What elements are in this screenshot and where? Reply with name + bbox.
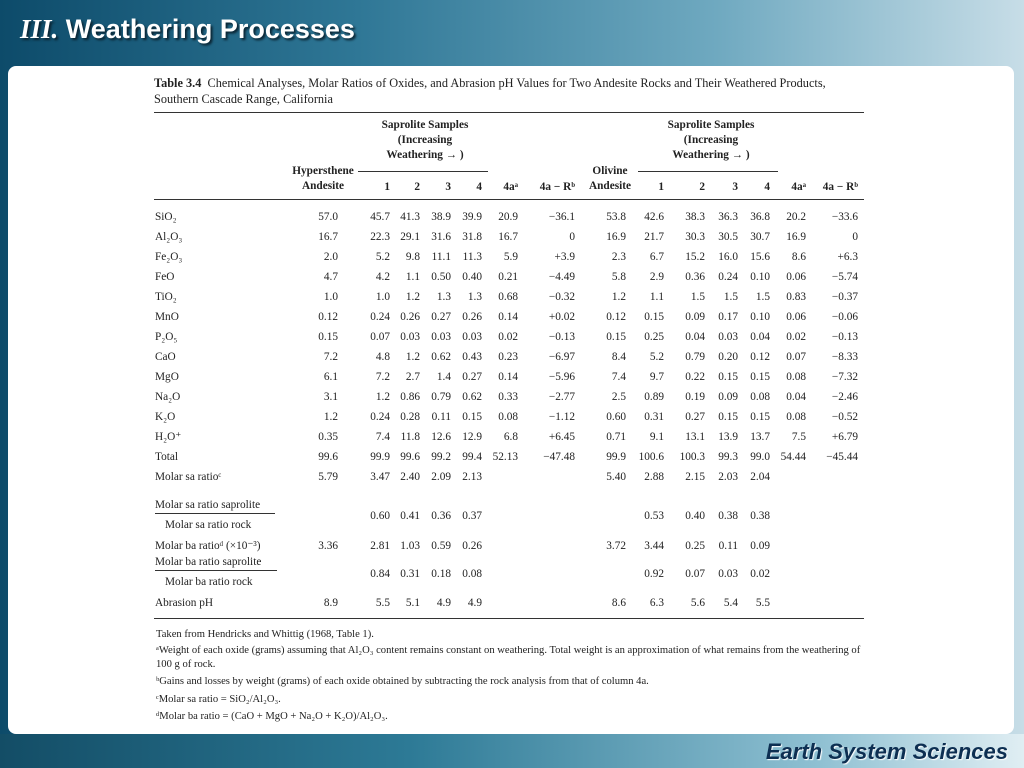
table-cell: 0.15 bbox=[318, 331, 338, 343]
table-cell: 99.6 bbox=[318, 451, 338, 463]
header-line: Andesite bbox=[588, 180, 632, 192]
table-cell: 0.60 bbox=[370, 510, 390, 522]
column-header: 4aᵃ bbox=[791, 181, 806, 193]
table-cell: 99.0 bbox=[750, 451, 770, 463]
table-cell: 5.5 bbox=[375, 597, 390, 609]
table-cell: 99.9 bbox=[606, 451, 626, 463]
row-label: H₂O⁺ bbox=[155, 431, 182, 443]
column-header: 4aᵃ bbox=[503, 181, 518, 193]
table-cell: 0.08 bbox=[750, 391, 770, 403]
table-cell: 0.03 bbox=[718, 568, 738, 580]
header-rule bbox=[154, 199, 864, 200]
row-label: FeO bbox=[155, 271, 175, 283]
table-cell: 0.03 bbox=[431, 331, 451, 343]
table-cell: 2.03 bbox=[718, 471, 738, 483]
table-cell: 0.15 bbox=[606, 331, 626, 343]
table-cell: 0.22 bbox=[685, 371, 705, 383]
table-cell: 100.3 bbox=[679, 451, 705, 463]
table-cell: 5.4 bbox=[723, 597, 738, 609]
table-cell: +6.3 bbox=[837, 251, 858, 263]
table-cell: 3.1 bbox=[323, 391, 338, 403]
column-header: 1 bbox=[658, 181, 664, 193]
table-cell: 2.13 bbox=[462, 471, 482, 483]
header-line: Weathering → ) bbox=[386, 149, 464, 161]
row-label: SiO₂ bbox=[155, 211, 177, 223]
table-cell: 1.03 bbox=[400, 540, 420, 552]
row-label: Fe₂O₃ bbox=[155, 251, 183, 263]
header-line: Hypersthene bbox=[292, 165, 354, 177]
row-label: Al₂O₃ bbox=[155, 231, 183, 243]
table-cell: 20.2 bbox=[786, 211, 806, 223]
table-cell: 0.09 bbox=[685, 311, 705, 323]
table-cell: 0.04 bbox=[786, 391, 806, 403]
table-cell: 2.40 bbox=[400, 471, 420, 483]
table-cell: 0.06 bbox=[786, 311, 806, 323]
table-cell: 0.59 bbox=[431, 540, 451, 552]
table-cell: 31.8 bbox=[462, 231, 482, 243]
footnote-c: ᶜMolar sa ratio = SiO₂/Al₂O₃. bbox=[156, 694, 281, 705]
table-cell: 0.53 bbox=[644, 510, 664, 522]
table-cell: 4.9 bbox=[436, 597, 451, 609]
table-cell: 1.5 bbox=[723, 291, 738, 303]
table-cell: −0.06 bbox=[831, 311, 858, 323]
table-cell: 0.14 bbox=[498, 371, 518, 383]
bottom-rule bbox=[154, 618, 864, 619]
table-cell: 0.50 bbox=[431, 271, 451, 283]
table-cell: 0.26 bbox=[462, 540, 482, 552]
table-cell: 0.17 bbox=[718, 311, 738, 323]
row-label: Molar sa ratioᶜ bbox=[155, 471, 222, 483]
table-cell: 0 bbox=[569, 231, 575, 243]
table-cell: 0.20 bbox=[718, 351, 738, 363]
table-cell: 0.15 bbox=[718, 411, 738, 423]
table-cell: 0.60 bbox=[606, 411, 626, 423]
table-cell: 9.7 bbox=[649, 371, 664, 383]
slide-number: III. bbox=[20, 14, 59, 44]
table-cell: 0.04 bbox=[685, 331, 705, 343]
table-cell: 5.5 bbox=[755, 597, 770, 609]
table-cell: 6.1 bbox=[323, 371, 338, 383]
table-cell: 8.6 bbox=[791, 251, 806, 263]
table-cell: 30.5 bbox=[718, 231, 738, 243]
table-caption bbox=[154, 75, 854, 107]
column-header: 1 bbox=[384, 181, 390, 193]
table-cell: 4.7 bbox=[323, 271, 338, 283]
row-label: MgO bbox=[155, 371, 179, 383]
header-line: Saprolite Samples bbox=[667, 119, 755, 131]
table-cell: 16.7 bbox=[498, 231, 518, 243]
table-cell: 36.8 bbox=[750, 211, 770, 223]
table-cell: 5.1 bbox=[405, 597, 420, 609]
table-cell: 2.81 bbox=[370, 540, 390, 552]
table-cell: 8.6 bbox=[611, 597, 626, 609]
table-cell: 0.43 bbox=[462, 351, 482, 363]
header-line: Saprolite Samples bbox=[381, 119, 469, 131]
table-cell: 8.4 bbox=[611, 351, 626, 363]
row-label: Na₂O bbox=[155, 391, 181, 403]
table-cell: 22.3 bbox=[370, 231, 390, 243]
table-cell: +3.9 bbox=[554, 251, 575, 263]
top-rule bbox=[154, 112, 864, 113]
table-cell: 0.62 bbox=[431, 351, 451, 363]
header-line: Weathering → ) bbox=[672, 149, 750, 161]
row-label: K₂O bbox=[155, 411, 176, 423]
table-cell: 6.7 bbox=[649, 251, 664, 263]
table-cell: 0.31 bbox=[400, 568, 420, 580]
table-cell: 99.2 bbox=[431, 451, 451, 463]
table-cell: 20.9 bbox=[498, 211, 518, 223]
table-cell: 0.40 bbox=[685, 510, 705, 522]
group-b-span-rule bbox=[638, 171, 778, 172]
table-cell: 2.09 bbox=[431, 471, 451, 483]
table-cell: 57.0 bbox=[318, 211, 338, 223]
row-label: Molar ba ratioᵈ (×10⁻³) bbox=[155, 540, 261, 552]
table-cell: 0.37 bbox=[462, 510, 482, 522]
table-cell: 11.8 bbox=[400, 431, 420, 443]
table-cell: 0.08 bbox=[786, 411, 806, 423]
table-label: Table 3.4 bbox=[154, 76, 202, 90]
table-cell: 0.15 bbox=[718, 371, 738, 383]
table-cell: 2.88 bbox=[644, 471, 664, 483]
table-cell: 0.07 bbox=[370, 331, 390, 343]
slide-title-text: Weathering Processes bbox=[65, 14, 355, 44]
table-cell: 9.8 bbox=[405, 251, 420, 263]
table-cell: 100.6 bbox=[638, 451, 664, 463]
table-cell: 2.15 bbox=[685, 471, 705, 483]
table-cell: 0.15 bbox=[750, 371, 770, 383]
table-cell: 53.8 bbox=[606, 211, 626, 223]
table-cell: 0.25 bbox=[644, 331, 664, 343]
table-cell: 0.12 bbox=[606, 311, 626, 323]
table-cell: 0.27 bbox=[431, 311, 451, 323]
table-cell: −47.48 bbox=[543, 451, 575, 463]
table-cell: −0.13 bbox=[831, 331, 858, 343]
table-cell: 0.24 bbox=[370, 311, 390, 323]
table-cell: 0 bbox=[852, 231, 858, 243]
table-cell: 0.19 bbox=[685, 391, 705, 403]
table-cell: 30.7 bbox=[750, 231, 770, 243]
table-cell: +0.02 bbox=[548, 311, 575, 323]
table-cell: 1.2 bbox=[611, 291, 626, 303]
table-cell: 0.15 bbox=[644, 311, 664, 323]
table-cell: 7.4 bbox=[375, 431, 390, 443]
table-cell: 16.7 bbox=[318, 231, 338, 243]
footnote-a: ᵃWeight of each oxide (grams) assuming that Al₂O₃ content remains constant on weathering. Total weight is an approximation of what remains from the weathering of 100 g of rock. bbox=[156, 645, 861, 670]
table-cell: 0.24 bbox=[370, 411, 390, 423]
table-cell: 3.72 bbox=[606, 540, 626, 552]
table-cell: 5.2 bbox=[375, 251, 390, 263]
table-cell: 42.6 bbox=[644, 211, 664, 223]
row-label-denominator: Molar ba ratio rock bbox=[165, 576, 253, 588]
table-cell: 12.6 bbox=[431, 431, 451, 443]
table-cell: 0.09 bbox=[718, 391, 738, 403]
table-cell: −5.96 bbox=[548, 371, 575, 383]
table-cell: 0.92 bbox=[644, 568, 664, 580]
table-cell: 38.3 bbox=[685, 211, 705, 223]
header-line: Andesite bbox=[301, 180, 345, 192]
table-cell: −0.52 bbox=[831, 411, 858, 423]
table-cell: 5.9 bbox=[503, 251, 518, 263]
table-cell: 54.44 bbox=[780, 451, 806, 463]
table-cell: 1.2 bbox=[405, 291, 420, 303]
table-cell: 21.7 bbox=[644, 231, 664, 243]
table-caption-text: Chemical Analyses, Molar Ratios of Oxides, and Abrasion pH Values for Two Andesite Rocks and Their Weathered Products, Southern Cascade Range, California bbox=[154, 76, 826, 106]
table-cell: 16.9 bbox=[606, 231, 626, 243]
row-label: MnO bbox=[155, 311, 179, 323]
table-cell: 0.26 bbox=[462, 311, 482, 323]
table-cell: 4.9 bbox=[467, 597, 482, 609]
row-label-numerator: Molar ba ratio saprolite bbox=[155, 556, 262, 568]
table-cell: 0.03 bbox=[462, 331, 482, 343]
table-cell: 0.08 bbox=[462, 568, 482, 580]
table-cell: 36.3 bbox=[718, 211, 738, 223]
table-cell: 15.6 bbox=[750, 251, 770, 263]
table-cell: 1.2 bbox=[375, 391, 390, 403]
table-cell: 0.23 bbox=[498, 351, 518, 363]
table-cell: 0.25 bbox=[685, 540, 705, 552]
table-cell: 1.5 bbox=[690, 291, 705, 303]
table-cell: 0.10 bbox=[750, 271, 770, 283]
column-header: 2 bbox=[414, 181, 420, 193]
row-label: Total bbox=[155, 451, 179, 463]
table-cell: 0.12 bbox=[750, 351, 770, 363]
table-cell: 0.24 bbox=[718, 271, 738, 283]
table-cell: 8.9 bbox=[323, 597, 338, 609]
table-cell: 2.0 bbox=[323, 251, 338, 263]
group-a-span-rule bbox=[358, 171, 488, 172]
table-cell: 3.44 bbox=[644, 540, 664, 552]
table-cell: 1.2 bbox=[323, 411, 338, 423]
table-cell: 1.0 bbox=[323, 291, 338, 303]
table-cell: 11.3 bbox=[462, 251, 482, 263]
table-cell: 2.04 bbox=[750, 471, 770, 483]
table-cell: 0.89 bbox=[644, 391, 664, 403]
table-cell: 13.1 bbox=[685, 431, 705, 443]
table-cell: 0.18 bbox=[431, 568, 451, 580]
table-cell: 0.21 bbox=[498, 271, 518, 283]
table-cell: 0.27 bbox=[462, 371, 482, 383]
table-cell: 4.8 bbox=[375, 351, 390, 363]
table-cell: 7.2 bbox=[375, 371, 390, 383]
table-cell: 30.3 bbox=[685, 231, 705, 243]
table-cell: −6.97 bbox=[548, 351, 575, 363]
table-cell: 1.3 bbox=[436, 291, 451, 303]
table-cell: 9.1 bbox=[649, 431, 664, 443]
table-cell: 2.3 bbox=[611, 251, 626, 263]
table-cell: 0.09 bbox=[750, 540, 770, 552]
table-cell: 0.02 bbox=[750, 568, 770, 580]
table-cell: 0.36 bbox=[685, 271, 705, 283]
table-cell: 0.02 bbox=[498, 331, 518, 343]
footnote-d: ᵈMolar ba ratio = (CaO + MgO + Na₂O + K₂O)/Al₂O₃. bbox=[156, 711, 388, 722]
table-cell: 0.33 bbox=[498, 391, 518, 403]
table-cell: 1.1 bbox=[405, 271, 420, 283]
table-cell: 1.2 bbox=[405, 351, 420, 363]
table-cell: 0.84 bbox=[370, 568, 390, 580]
table-cell: 0.27 bbox=[685, 411, 705, 423]
brand-label: Earth System Sciences bbox=[765, 739, 1008, 764]
table-cell: 0.28 bbox=[400, 411, 420, 423]
table-cell: 0.35 bbox=[318, 431, 338, 443]
table-cell: 0.83 bbox=[786, 291, 806, 303]
table-cell: 3.47 bbox=[370, 471, 390, 483]
header-line: (Increasing bbox=[683, 134, 739, 146]
table-cell: 1.1 bbox=[649, 291, 664, 303]
column-header: 3 bbox=[445, 181, 451, 193]
table-cell: 0.06 bbox=[786, 271, 806, 283]
header-line: Olivine bbox=[592, 165, 628, 177]
table-cell: 7.5 bbox=[791, 431, 806, 443]
table-cell: 99.4 bbox=[462, 451, 482, 463]
row-label: P₂O₅ bbox=[155, 331, 178, 343]
table-cell: 5.40 bbox=[606, 471, 626, 483]
table-cell: 45.7 bbox=[370, 211, 390, 223]
table-cell: −0.13 bbox=[548, 331, 575, 343]
column-header: 3 bbox=[732, 181, 738, 193]
table-cell: 0.68 bbox=[498, 291, 518, 303]
row-label: CaO bbox=[155, 351, 176, 363]
table-cell: −2.77 bbox=[548, 391, 575, 403]
table-cell: 7.4 bbox=[611, 371, 626, 383]
table-cell: 16.0 bbox=[718, 251, 738, 263]
table-cell: 0.07 bbox=[786, 351, 806, 363]
table-cell: 11.1 bbox=[431, 251, 451, 263]
table-cell: 7.2 bbox=[323, 351, 338, 363]
table-cell: 15.2 bbox=[685, 251, 705, 263]
table-cell: 29.1 bbox=[400, 231, 420, 243]
table-cell: 99.3 bbox=[718, 451, 738, 463]
table-cell: −7.32 bbox=[831, 371, 858, 383]
table-cell: 6.8 bbox=[503, 431, 518, 443]
table-cell: 0.41 bbox=[400, 510, 420, 522]
table-cell: 0.26 bbox=[400, 311, 420, 323]
table-cell: 0.08 bbox=[786, 371, 806, 383]
table-cell: 0.02 bbox=[786, 331, 806, 343]
row-label: TiO₂ bbox=[155, 291, 177, 303]
table-cell: −0.32 bbox=[548, 291, 575, 303]
column-header: 4 bbox=[476, 181, 482, 193]
column-header: 4 bbox=[764, 181, 770, 193]
table-cell: 0.15 bbox=[462, 411, 482, 423]
table-cell: −0.37 bbox=[831, 291, 858, 303]
table-cell: 2.7 bbox=[405, 371, 420, 383]
table-cell: −36.1 bbox=[548, 211, 575, 223]
table-cell: 0.86 bbox=[400, 391, 420, 403]
content-panel bbox=[8, 66, 1014, 734]
fraction-line bbox=[155, 570, 277, 571]
table-cell: +6.79 bbox=[831, 431, 858, 443]
table-cell: 0.11 bbox=[431, 411, 451, 423]
table-cell: 99.9 bbox=[370, 451, 390, 463]
table-cell: 16.9 bbox=[786, 231, 806, 243]
table-cell: 0.10 bbox=[750, 311, 770, 323]
table-cell: 2.9 bbox=[649, 271, 664, 283]
table-cell: 1.5 bbox=[755, 291, 770, 303]
table-cell: 1.4 bbox=[436, 371, 451, 383]
table-cell: 0.03 bbox=[718, 331, 738, 343]
header-line: (Increasing bbox=[397, 134, 453, 146]
footnote-source: Taken from Hendricks and Whittig (1968, Table 1). bbox=[156, 629, 374, 640]
group-a-saprolite-header bbox=[360, 118, 490, 163]
table-cell: 38.9 bbox=[431, 211, 451, 223]
table-cell: 0.12 bbox=[318, 311, 338, 323]
fraction-line bbox=[155, 513, 275, 514]
table-cell: 5.2 bbox=[649, 351, 664, 363]
table-cell: 0.38 bbox=[750, 510, 770, 522]
footnote-b: ᵇGains and losses by weight (grams) of each oxide obtained by subtracting the rock analysis from that of column 4a. bbox=[156, 676, 649, 687]
table-cell: 0.36 bbox=[431, 510, 451, 522]
table-cell: 41.3 bbox=[400, 211, 420, 223]
row-label: Abrasion pH bbox=[155, 597, 214, 609]
table-cell: 1.3 bbox=[467, 291, 482, 303]
table-cell: 12.9 bbox=[462, 431, 482, 443]
table-cell: 5.8 bbox=[611, 271, 626, 283]
table-cell: −1.12 bbox=[548, 411, 575, 423]
row-label-numerator: Molar sa ratio saprolite bbox=[155, 499, 261, 511]
table-cell: −8.33 bbox=[831, 351, 858, 363]
table-cell: 5.79 bbox=[318, 471, 338, 483]
column-header: 2 bbox=[699, 181, 705, 193]
group-b-saprolite-header bbox=[641, 118, 781, 163]
table-cell: 5.6 bbox=[690, 597, 705, 609]
table-cell: 0.14 bbox=[498, 311, 518, 323]
table-cell: 3.36 bbox=[318, 540, 338, 552]
table-cell: 31.6 bbox=[431, 231, 451, 243]
table-cell: 2.5 bbox=[611, 391, 626, 403]
table-cell: 4.2 bbox=[375, 271, 390, 283]
table-cell: −2.46 bbox=[831, 391, 858, 403]
table-cell: 52.13 bbox=[492, 451, 518, 463]
table-cell: 0.79 bbox=[685, 351, 705, 363]
table-cell: +6.45 bbox=[548, 431, 575, 443]
table-cell: −33.6 bbox=[831, 211, 858, 223]
table-cell: 0.38 bbox=[718, 510, 738, 522]
table-cell: −45.44 bbox=[826, 451, 858, 463]
table-cell: 0.03 bbox=[400, 331, 420, 343]
table-cell: 0.07 bbox=[685, 568, 705, 580]
table-cell: 0.15 bbox=[750, 411, 770, 423]
table-cell: 0.04 bbox=[750, 331, 770, 343]
table-cell: 0.08 bbox=[498, 411, 518, 423]
table-cell: −5.74 bbox=[831, 271, 858, 283]
table-cell: 99.6 bbox=[400, 451, 420, 463]
table-cell: 0.40 bbox=[462, 271, 482, 283]
table-cell: 0.11 bbox=[718, 540, 738, 552]
table-cell: 13.7 bbox=[750, 431, 770, 443]
table-cell: 0.62 bbox=[462, 391, 482, 403]
column-header: 4a − Rᵇ bbox=[822, 181, 858, 193]
table-cell: 0.31 bbox=[644, 411, 664, 423]
table-cell: 6.3 bbox=[649, 597, 664, 609]
table-cell: 13.9 bbox=[718, 431, 738, 443]
table-cell: 0.71 bbox=[606, 431, 626, 443]
row-label-denominator: Molar sa ratio rock bbox=[165, 519, 252, 531]
column-header: 4a − Rᵇ bbox=[539, 181, 575, 193]
table-cell: 1.0 bbox=[375, 291, 390, 303]
slide-title bbox=[20, 14, 355, 45]
table-cell: −4.49 bbox=[548, 271, 575, 283]
table-cell: 0.79 bbox=[431, 391, 451, 403]
table-cell: 39.9 bbox=[462, 211, 482, 223]
